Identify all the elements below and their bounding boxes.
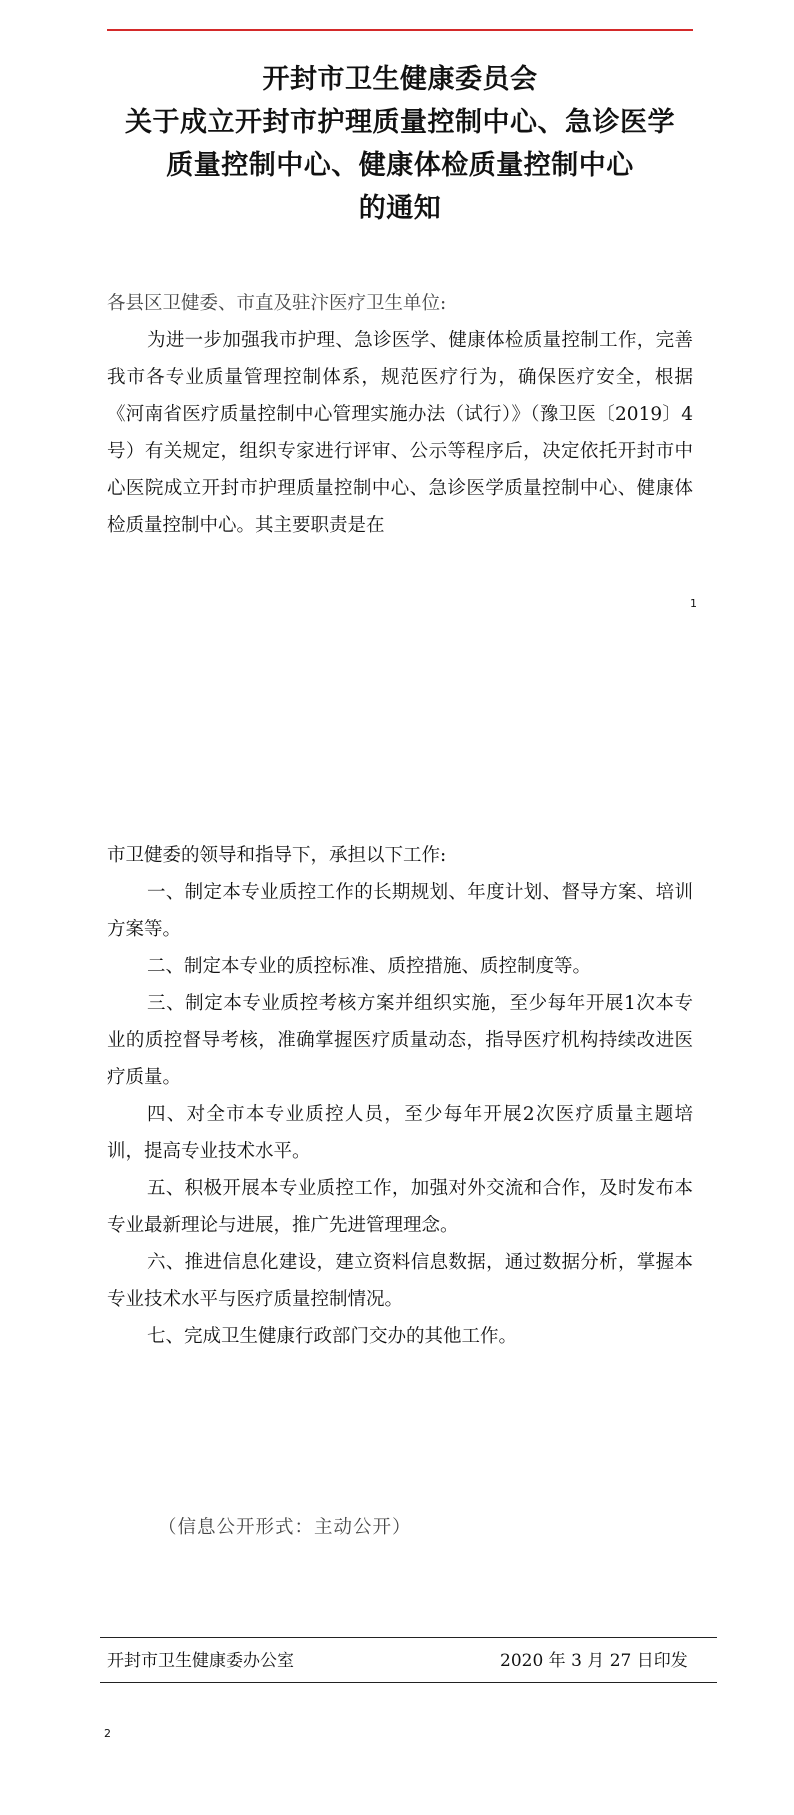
duty-item: 三、制定本专业质控考核方案并组织实施，至少每年开展1次本专业的质控督导考核，准确掌握医疗质量动态，指导医疗机构持续改进医疗质量。: [107, 993, 693, 1088]
footer-rule: [100, 1637, 717, 1638]
duty-item: 六、推进信息化建设，建立资料信息数据，通过数据分析，掌握本专业技术水平与医疗质量控制情况。: [107, 1252, 693, 1310]
duty-item: 五、积极开展本专业质控工作，加强对外交流和合作，及时发布本专业最新理论与进展，推广先进管理理念。: [107, 1178, 693, 1236]
duty-item: 七、完成卫生健康行政部门交办的其他工作。: [147, 1326, 518, 1347]
body-paragraph: 为进一步加强我市护理、急诊医学、健康体检质量控制工作，完善我市各专业质量管理控制体系，规范医疗行为，确保医疗安全，根据《河南省医疗质量控制中心管理实施办法（试行）》（豫卫医〔2019〕4号）有关规定，组织专家进行评审、公示等程序后，决定依托开封市中心医院成立开封市护理质量控制中心、急诊医学质量控制中心、健康体检质量控制中心。其主要职责是在: [107, 330, 693, 536]
title-line: 关于成立开封市护理质量控制中心、急诊医学: [125, 107, 675, 138]
duty-item: 二、制定本专业的质控标准、质控措施、质控制度等。: [147, 956, 592, 977]
title-line: 质量控制中心、健康体检质量控制中心: [166, 150, 634, 181]
disclosure-note: （信息公开形式：主动公开）: [158, 1517, 412, 1538]
salutation: 各县区卫健委、市直及驻汴医疗卫生单位:: [107, 293, 447, 314]
duty-item: 一、制定本专业质控工作的长期规划、年度计划、督导方案、培训方案等。: [107, 882, 693, 940]
page-two-content: [107, 837, 693, 1355]
footer-rule: [100, 1682, 717, 1683]
page-number: 2: [104, 1727, 111, 1740]
duty-item: 四、对全市本专业质控人员，至少每年开展2次医疗质量主题培训，提高专业技术水平。: [107, 1104, 693, 1162]
red-header-rule: [107, 29, 693, 31]
continuation-line: 市卫健委的领导和指导下，承担以下工作:: [107, 845, 447, 866]
footer-date: 2020 年 3 月 27 日印发: [500, 1651, 688, 1671]
document-title: [100, 58, 700, 230]
title-line: 开封市卫生健康委员会: [262, 64, 538, 95]
page-number: 1: [690, 597, 697, 610]
footer-issuer: 开封市卫生健康委办公室: [107, 1651, 294, 1671]
title-line: 的通知: [358, 193, 442, 224]
